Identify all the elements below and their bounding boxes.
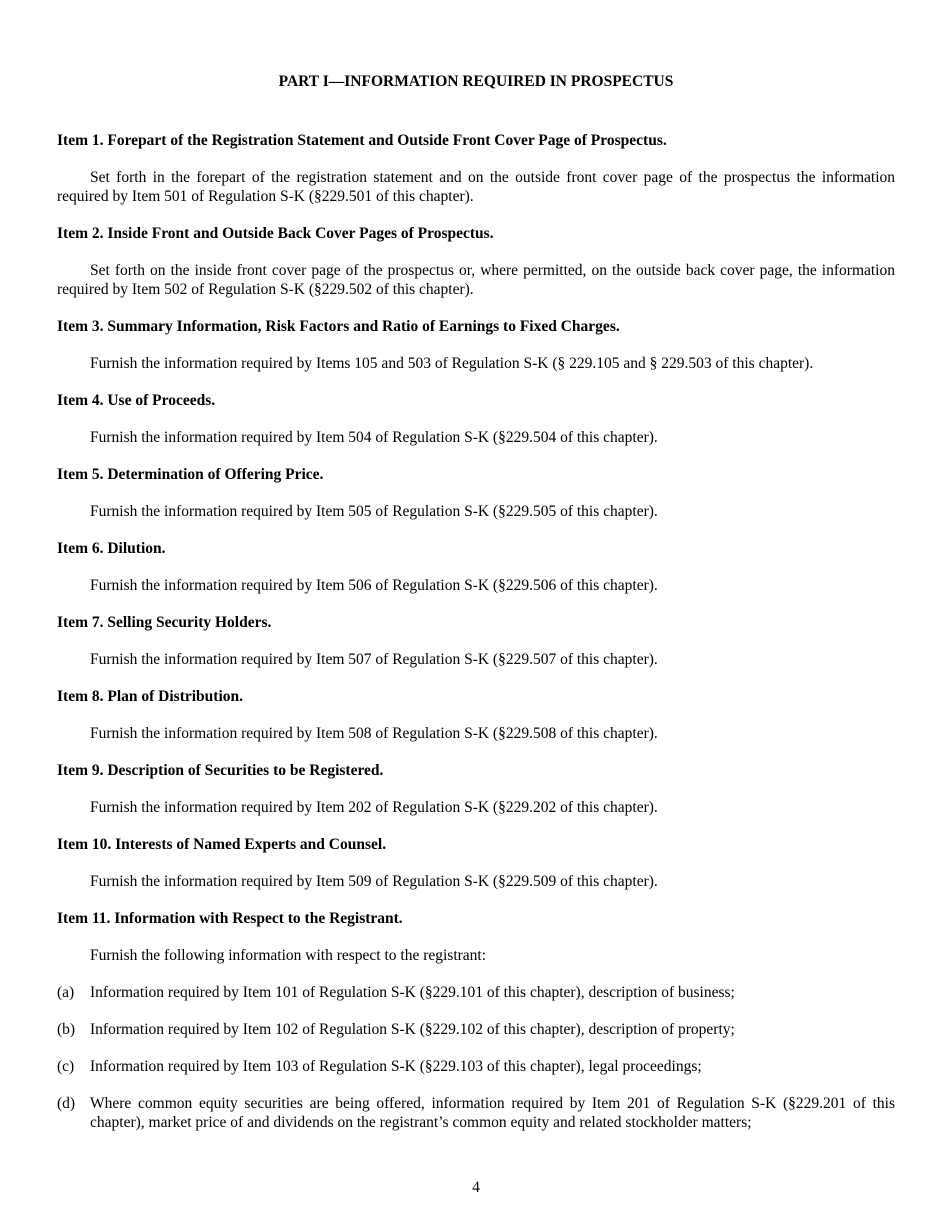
item-2-paragraph: Set forth on the inside front cover page of the prospectus or, where permitted, on the outside back cover page, the information required by Item 502 of Regulation S-K (§229.502 of this chapter).: [57, 262, 895, 298]
item-8-paragraph: Furnish the information required by Item 508 of Regulation S-K (§229.508 of this chapter).: [90, 725, 658, 742]
list-text-c: Information required by Item 103 of Regulation S-K (§229.103 of this chapter), legal proceedings;: [90, 1058, 702, 1075]
item-1-heading: Item 1. Forepart of the Registration Statement and Outside Front Cover Page of Prospectus.: [57, 132, 667, 149]
list-item-a: [57, 983, 895, 1002]
item-10-heading: Item 10. Interests of Named Experts and Counsel.: [57, 836, 387, 853]
item-4-paragraph: Furnish the information required by Item 504 of Regulation S-K (§229.504 of this chapter).: [90, 429, 658, 446]
list-text-a: Information required by Item 101 of Regulation S-K (§229.101 of this chapter), description of business;: [90, 984, 735, 1001]
item-11-heading: Item 11. Information with Respect to the Registrant.: [57, 910, 403, 927]
list-marker-c: (c): [57, 1058, 75, 1075]
list-item-d: [57, 1094, 895, 1132]
item-section-1: [57, 131, 895, 206]
item-3-heading: Item 3. Summary Information, Risk Factors and Ratio of Earnings to Fixed Charges.: [57, 318, 620, 335]
item-section-2: [57, 224, 895, 299]
list-text-b: Information required by Item 102 of Regulation S-K (§229.102 of this chapter), description of property;: [90, 1021, 735, 1038]
list-item-b: [57, 1020, 895, 1039]
list-marker-d: (d): [57, 1095, 76, 1112]
page-number: 4: [472, 1179, 480, 1196]
item-section-11: [57, 909, 895, 1132]
item-10-paragraph: Furnish the information required by Item 509 of Regulation S-K (§229.509 of this chapter).: [90, 873, 658, 890]
item-9-paragraph: Furnish the information required by Item 202 of Regulation S-K (§229.202 of this chapter).: [90, 799, 658, 816]
item-section-7: [57, 613, 895, 669]
item-9-heading: Item 9. Description of Securities to be Registered.: [57, 762, 384, 779]
item-1-paragraph: Set forth in the forepart of the registration statement and on the outside front cover page of the prospectus the information required by Item 501 of Regulation S-K (§229.501 of this chapter).: [57, 169, 895, 205]
item-6-paragraph: Furnish the information required by Item 506 of Regulation S-K (§229.506 of this chapter).: [90, 577, 658, 594]
item-section-9: [57, 761, 895, 817]
page-title: PART I—INFORMATION REQUIRED IN PROSPECTUS: [278, 73, 674, 90]
item-8-heading: Item 8. Plan of Distribution.: [57, 688, 243, 705]
item-4-heading: Item 4. Use of Proceeds.: [57, 392, 216, 409]
item-2-heading: Item 2. Inside Front and Outside Back Cover Pages of Prospectus.: [57, 225, 494, 242]
item-7-paragraph: Furnish the information required by Item 507 of Regulation S-K (§229.507 of this chapter).: [90, 651, 658, 668]
list-text-d: Where common equity securities are being offered, information required by Item 201 of Regulation S-K (§229.201 of this chapter), market price of and dividends on the registrant’s common equity and related stockholder matters;: [90, 1095, 895, 1131]
list-marker-a: (a): [57, 984, 75, 1001]
item-section-8: [57, 687, 895, 743]
item-11-paragraph: Furnish the following information with respect to the registrant:: [90, 947, 487, 964]
item-5-heading: Item 5. Determination of Offering Price.: [57, 466, 324, 483]
item-5-paragraph: Furnish the information required by Item 505 of Regulation S-K (§229.505 of this chapter).: [90, 503, 658, 520]
list-marker-b: (b): [57, 1021, 76, 1038]
item-section-6: [57, 539, 895, 595]
item-3-paragraph: Furnish the information required by Items 105 and 503 of Regulation S-K (§ 229.105 and § 229.503 of this chapter).: [90, 355, 814, 372]
item-section-10: [57, 835, 895, 891]
item-section-5: [57, 465, 895, 521]
item-section-4: [57, 391, 895, 447]
list-item-c: [57, 1057, 895, 1076]
item-7-heading: Item 7. Selling Security Holders.: [57, 614, 272, 631]
item-6-heading: Item 6. Dilution.: [57, 540, 166, 557]
item-section-3: [57, 317, 895, 373]
